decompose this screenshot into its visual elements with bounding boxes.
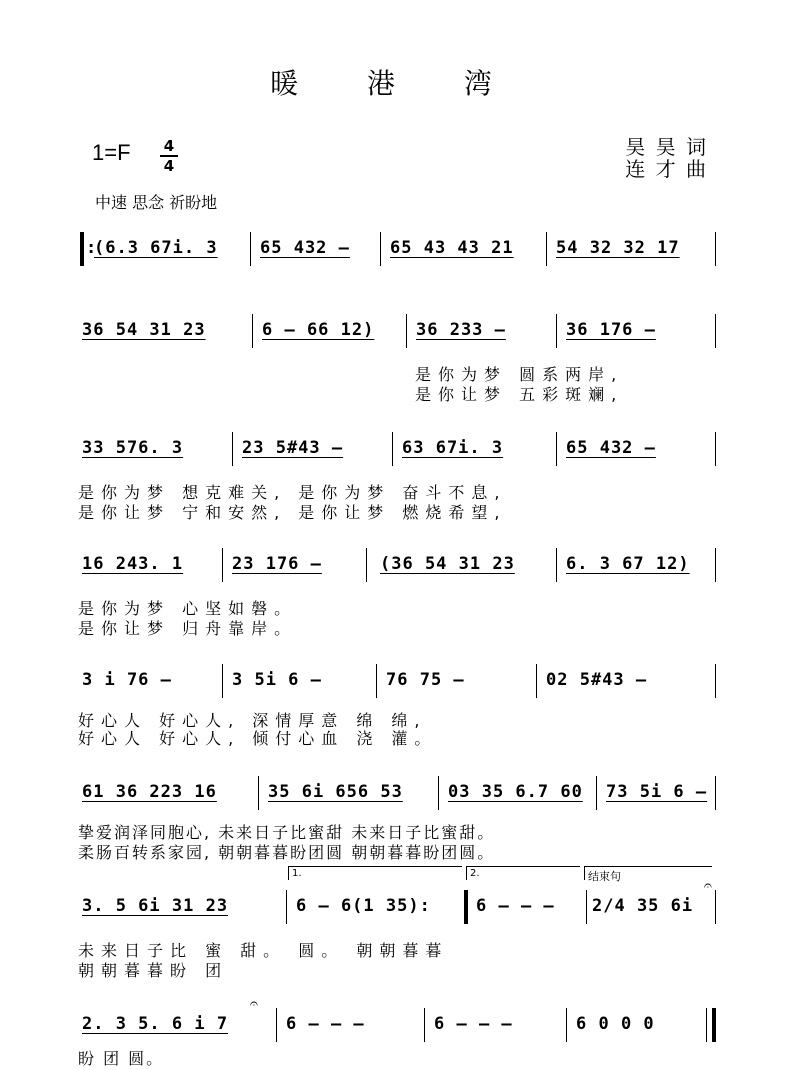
measure: 6 – – – bbox=[286, 1014, 365, 1034]
measure: 63 67i. 3 bbox=[402, 438, 504, 458]
system-6 bbox=[80, 776, 716, 826]
measure: 36 176 – bbox=[566, 320, 656, 340]
lyrics-line-3-verse-1: 是你为梦 想克难关, 是你为梦 奋斗不息, bbox=[78, 483, 507, 502]
measure: 6 – – – bbox=[434, 1014, 513, 1034]
system-5 bbox=[80, 664, 716, 714]
tempo-marking: 中速 思念 祈盼地 bbox=[95, 193, 218, 212]
fermata-icon: 𝄐 bbox=[250, 996, 258, 1012]
lyrics-line-7-verse-2: 朝朝暮暮盼 团 bbox=[78, 961, 229, 980]
measure: 6 – – – bbox=[476, 896, 555, 916]
ending-label: 结束句 bbox=[584, 866, 712, 880]
lyrics-line-5-verse-1: 好心人 好心人, 深情厚意 绵 绵, bbox=[78, 711, 427, 730]
lyrics-line-6-verse-1: 挚爱润泽同胞心, 未来日子比蜜甜 未来日子比蜜甜。 bbox=[78, 823, 496, 842]
lyrics-line-6-verse-2: 柔肠百转系家园, 朝朝暮暮盼团圆 朝朝暮暮盼团圆。 bbox=[78, 843, 496, 862]
measure: 36 233 – bbox=[416, 320, 506, 340]
measure: 65 43 43 21 bbox=[390, 238, 514, 258]
measure: 6 – 66 12) bbox=[262, 320, 375, 340]
measure: 33 576. 3 bbox=[82, 438, 184, 458]
measure: 6 0 0 0 bbox=[576, 1014, 655, 1034]
lyrics-line-5-verse-2: 好心人 好心人, 倾付心血 浇 灌。 bbox=[78, 729, 438, 748]
system-1 bbox=[80, 232, 716, 282]
measure: 76 75 – bbox=[386, 670, 465, 690]
measure: 3 i 76 – bbox=[82, 670, 172, 690]
measure: 65 432 – bbox=[566, 438, 656, 458]
time-signature bbox=[160, 138, 178, 174]
measure: 02 5#43 – bbox=[546, 670, 648, 690]
lyricist: 昊 昊 词 bbox=[625, 135, 708, 159]
volta-second-ending: 2. bbox=[466, 866, 580, 880]
measure: 61 36 223 16 bbox=[82, 782, 217, 802]
measure: 2. 3 5. 6 i 7 bbox=[82, 1014, 229, 1034]
lyrics-line-3-verse-2: 是你让梦 宁和安然, 是你让梦 燃烧希望, bbox=[78, 503, 507, 522]
song-title: 暖 港 湾 bbox=[270, 67, 522, 100]
measure: 23 5#43 – bbox=[242, 438, 344, 458]
measure: 54 32 32 17 bbox=[556, 238, 680, 258]
composer: 连 才 曲 bbox=[625, 157, 708, 181]
credits bbox=[625, 136, 708, 180]
lyrics-line-7-verse-1: 未来日子比 蜜 甜。 圆。 朝朝暮暮 bbox=[78, 941, 449, 960]
system-3 bbox=[80, 432, 716, 482]
lyrics-line-4-verse-2: 是你让梦 归舟靠岸。 bbox=[78, 619, 298, 638]
system-4 bbox=[80, 548, 716, 598]
measure: 2/4 35 6i bbox=[592, 896, 694, 916]
system-7 bbox=[80, 878, 716, 940]
time-signature-bottom: 4 bbox=[163, 157, 175, 175]
key-signature: 1=F bbox=[92, 140, 131, 165]
measure: 3 5i 6 – bbox=[232, 670, 322, 690]
measure: 65 432 – bbox=[260, 238, 350, 258]
lyrics-line-4-verse-1: 是你为梦 心坚如磐。 bbox=[78, 599, 298, 618]
measure: 3. 5 6i 31 23 bbox=[82, 896, 229, 916]
repeat-start: : bbox=[86, 238, 98, 258]
volta-first-ending: 1. bbox=[288, 866, 462, 880]
measure: 35 6i 656 53 bbox=[268, 782, 403, 802]
measure: 03 35 6.7 60 bbox=[448, 782, 583, 802]
measure: 73 5i 6 – bbox=[606, 782, 708, 802]
system-2 bbox=[80, 314, 716, 364]
measure: (36 54 31 23 bbox=[380, 554, 515, 574]
system-8 bbox=[80, 996, 716, 1058]
lyrics-line-2-verse-2: 是你让梦 五彩斑斓, bbox=[415, 385, 624, 404]
measure: 6. 3 67 12) bbox=[566, 554, 690, 574]
measure: 16 243. 1 bbox=[82, 554, 184, 574]
measure: 36 54 31 23 bbox=[82, 320, 206, 340]
measure: 23 176 – bbox=[232, 554, 322, 574]
measure: (6.3 67i. 3 bbox=[94, 238, 218, 258]
time-signature-top: 4 bbox=[163, 137, 175, 155]
lyrics-line-2-verse-1: 是你为梦 圆系两岸, bbox=[415, 365, 624, 384]
fermata-icon: 𝄐 bbox=[704, 878, 712, 894]
measure: 6 – 6(1 35): bbox=[296, 896, 431, 916]
lyrics-line-8-verse-1: 盼 团 圆。 bbox=[78, 1049, 165, 1068]
